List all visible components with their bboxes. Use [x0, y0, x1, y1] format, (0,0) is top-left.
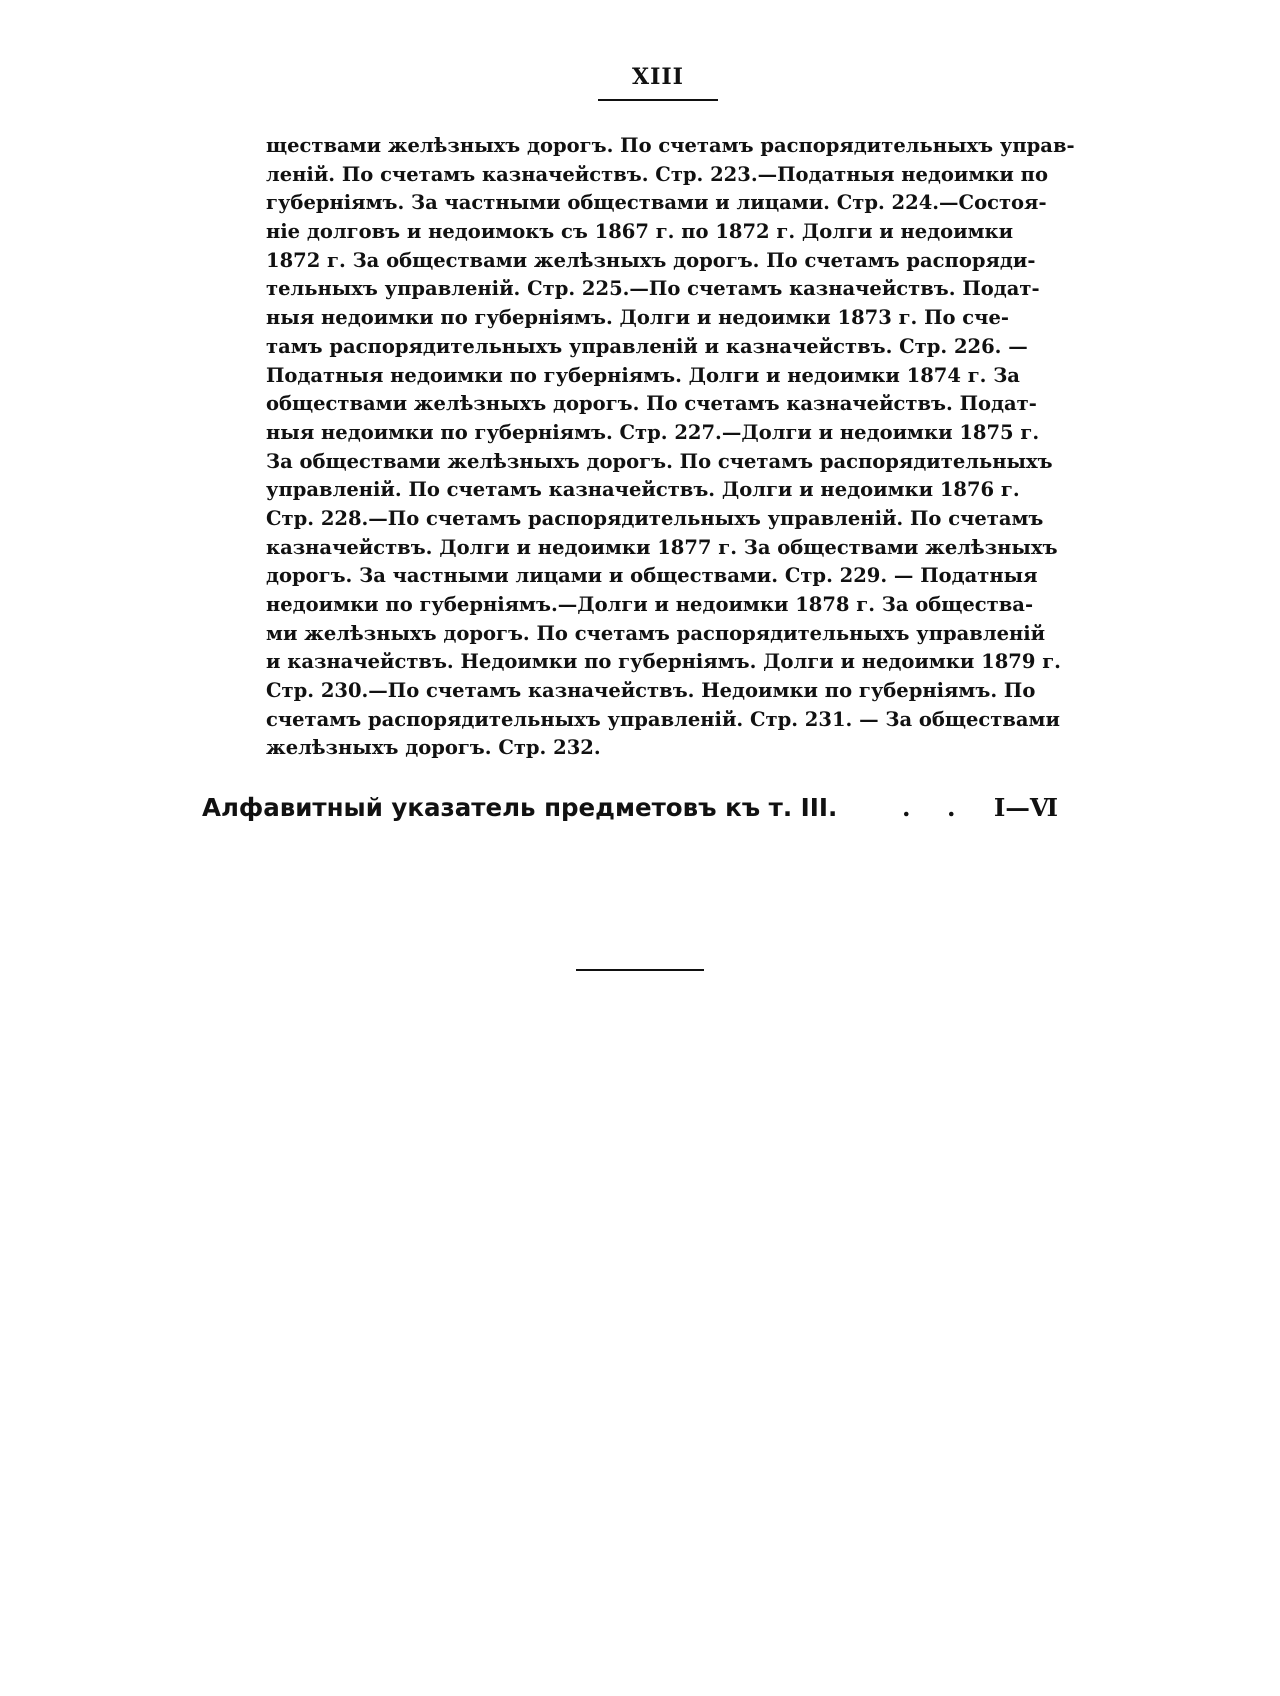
- page-number: XIII: [632, 64, 684, 90]
- toc-entry: [202, 790, 1058, 826]
- header-rule: [598, 99, 718, 101]
- text-line: тельныхъ управленій. Стр. 225.—По счетамъ казначействъ. Подат-: [266, 277, 1040, 301]
- closing-rule: [576, 969, 704, 971]
- text-line: недоимки по губерніямъ.—Долги и недоимки 1878 г. За общества-: [266, 593, 1034, 616]
- text-line: ныя недоимки по губерніямъ. Стр. 227.—Долги и недоимки 1875 г.: [266, 420, 1040, 444]
- text-line: тамъ распорядительныхъ управленій и казначействъ. Стр. 226. —: [266, 334, 1028, 358]
- text-line: Стр. 228.—По счетамъ распорядительныхъ управленій. По счетамъ: [266, 506, 1044, 530]
- text-line: ніе долговъ и недоимокъ съ 1867 г. по 1872 г. Долги и недоимки: [266, 220, 1014, 244]
- text-line: 1872 г. За обществами желѣзныхъ дорогъ. По счетамъ распоряди-: [266, 248, 1036, 272]
- text-line: Стр. 230.—По счетамъ казначействъ. Недоимки по губерніямъ. По: [266, 679, 1036, 703]
- text-line: ществами желѣзныхъ дорогъ. По счетамъ распорядительныхъ управ-: [266, 134, 1075, 157]
- text-line: счетамъ распорядительныхъ управленій. Стр. 231. — За обществами: [266, 707, 1060, 731]
- text-line: обществами желѣзныхъ дорогъ. По счетамъ казначействъ. Подат-: [266, 392, 1037, 416]
- text-line: управленій. По счетамъ казначействъ. Долги и недоимки 1876 г.: [266, 478, 1020, 502]
- text-line: и казначействъ. Недоимки по губерніямъ. Долги и недоимки 1879 г.: [266, 650, 1061, 674]
- text-line: ми желѣзныхъ дорогъ. По счетамъ распорядительныхъ управленій: [266, 621, 1046, 645]
- text-line: леній. По счетамъ казначействъ. Стр. 223.—Податныя недоимки по: [266, 162, 1048, 186]
- body-paragraph: [266, 132, 1075, 763]
- text-line: Податныя недоимки по губерніямъ. Долги и недоимки 1874 г. За: [266, 363, 1020, 387]
- text-line: желѣзныхъ дорогъ. Стр. 232.: [266, 736, 601, 760]
- toc-entry-pages: I—Ⅵ: [993, 793, 1058, 822]
- text-line: За обществами желѣзныхъ дорогъ. По счетамъ распорядительныхъ: [266, 449, 1053, 473]
- text-line: ныя недоимки по губерніямъ. Долги и недоимки 1873 г. По сче-: [266, 306, 1009, 330]
- toc-entry-leader: . .: [902, 793, 970, 822]
- text-line: дорогъ. За частными лицами и обществами. Стр. 229. — Податныя: [266, 564, 1038, 588]
- text-line: казначействъ. Долги и недоимки 1877 г. За обществами желѣзныхъ: [266, 535, 1058, 559]
- toc-entry-title: Алфавитный указатель предметовъ къ т. III.: [202, 793, 838, 822]
- text-line: губерніямъ. За частными обществами и лицами. Стр. 224.—Состоя-: [266, 191, 1047, 215]
